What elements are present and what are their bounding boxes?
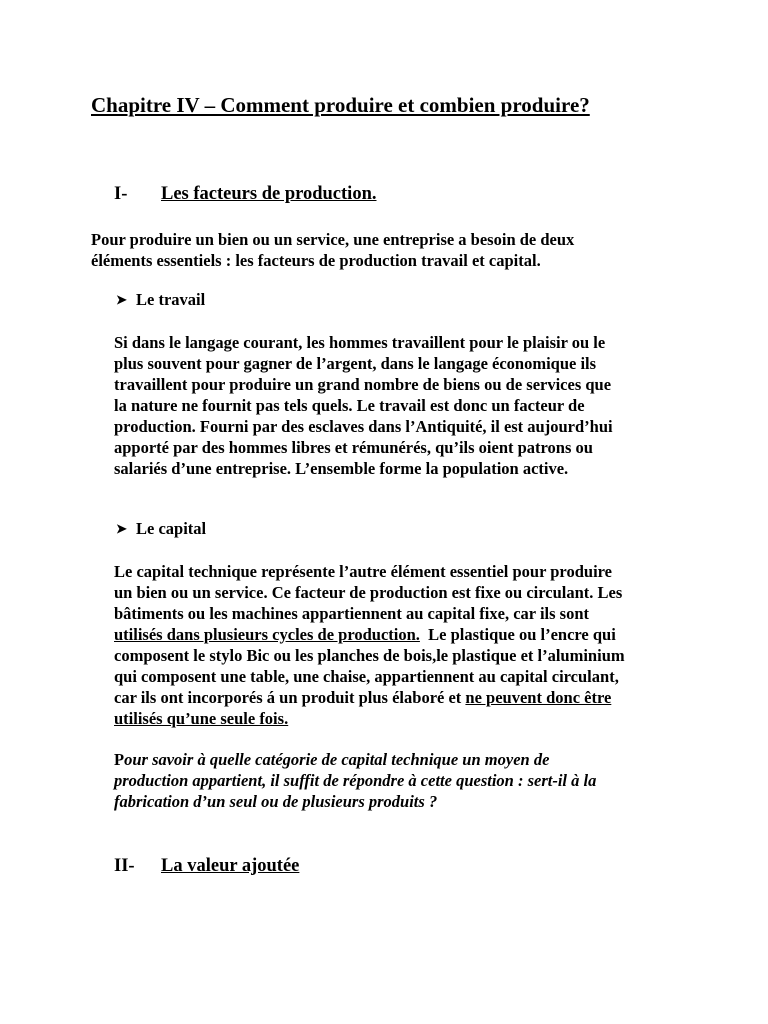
chapter-title: Chapitre IV – Comment produire et combien produire?: [91, 93, 590, 117]
text-line: [114, 749, 596, 770]
text-line: travaillent pour produire un grand nombre de biens ou de services que: [114, 375, 612, 394]
capital-paragraph: [114, 561, 625, 729]
text-line: Pour produire un bien ou un service, une entreprise a besoin de deux: [91, 230, 575, 249]
text-line: [114, 708, 625, 729]
text-segment: car ils ont incorporés á un produit plus élaboré et: [114, 688, 466, 707]
underlined-text: utilisés dans plusieurs cycles de production.: [114, 625, 420, 644]
italic-note: [114, 749, 596, 812]
drop-letter: P: [114, 750, 125, 769]
text-line: plus souvent pour gagner de l’argent, dans le langage économique ils: [114, 354, 597, 373]
section-title: Les facteurs de production.: [161, 184, 377, 204]
text-line: éléments essentiels : les facteurs de production travail et capital.: [91, 251, 541, 270]
text-segment: Le plastique ou l’encre qui: [419, 625, 616, 644]
section-number: II-: [114, 856, 135, 876]
text-line: composent le stylo Bic ou les planches de bois,le plastique et l’aluminium: [114, 646, 625, 665]
section-heading-2: [114, 856, 299, 877]
text-line: la nature ne fournit pas tels quels. Le travail est donc un facteur de: [114, 396, 585, 415]
section-number: I-: [114, 184, 128, 204]
text-line: production. Fourni par des esclaves dans l’Antiquité, il est aujourd’hui: [114, 417, 613, 436]
text-line: apporté par des hommes libres et rémunérés, qu’ils oient patrons ou: [114, 438, 593, 457]
text-line: salariés d’une entreprise. L’ensemble forme la population active.: [114, 459, 569, 478]
text-line: Le capital technique représente l’autre élément essentiel pour produire: [114, 562, 612, 581]
arrow-bullet-icon: ➤: [116, 521, 127, 536]
underlined-text: utilisés qu’une seule fois.: [114, 709, 289, 728]
intro-paragraph: [91, 229, 574, 271]
text-line: [114, 687, 625, 708]
text-line: production appartient, il suffit de répondre à cette question : sert-il à la: [114, 771, 597, 790]
subheading-label: Le travail: [136, 290, 206, 309]
section-heading-1: [114, 184, 377, 205]
subheading-travail: [116, 290, 205, 310]
text-line: bâtiments ou les machines appartiennent au capital fixe, car ils sont: [114, 604, 589, 623]
subheading-label: Le capital: [136, 519, 207, 538]
text-line: Si dans le langage courant, les hommes travaillent pour le plaisir ou le: [114, 333, 606, 352]
text-line: qui composent une table, une chaise, appartiennent au capital circulant,: [114, 667, 619, 686]
section-title: La valeur ajoutée: [161, 856, 300, 876]
text-line: [114, 624, 625, 645]
arrow-bullet-icon: ➤: [116, 292, 127, 307]
subheading-capital: [116, 519, 206, 539]
text-line: fabrication d’un seul ou de plusieurs produits ?: [114, 792, 438, 811]
underlined-text: ne peuvent donc être: [465, 688, 612, 707]
text-segment: our savoir à quelle catégorie de capital technique un moyen de: [124, 750, 550, 769]
text-line: un bien ou un service. Ce facteur de production est fixe ou circulant. Les: [114, 583, 623, 602]
travail-paragraph: [114, 332, 613, 479]
